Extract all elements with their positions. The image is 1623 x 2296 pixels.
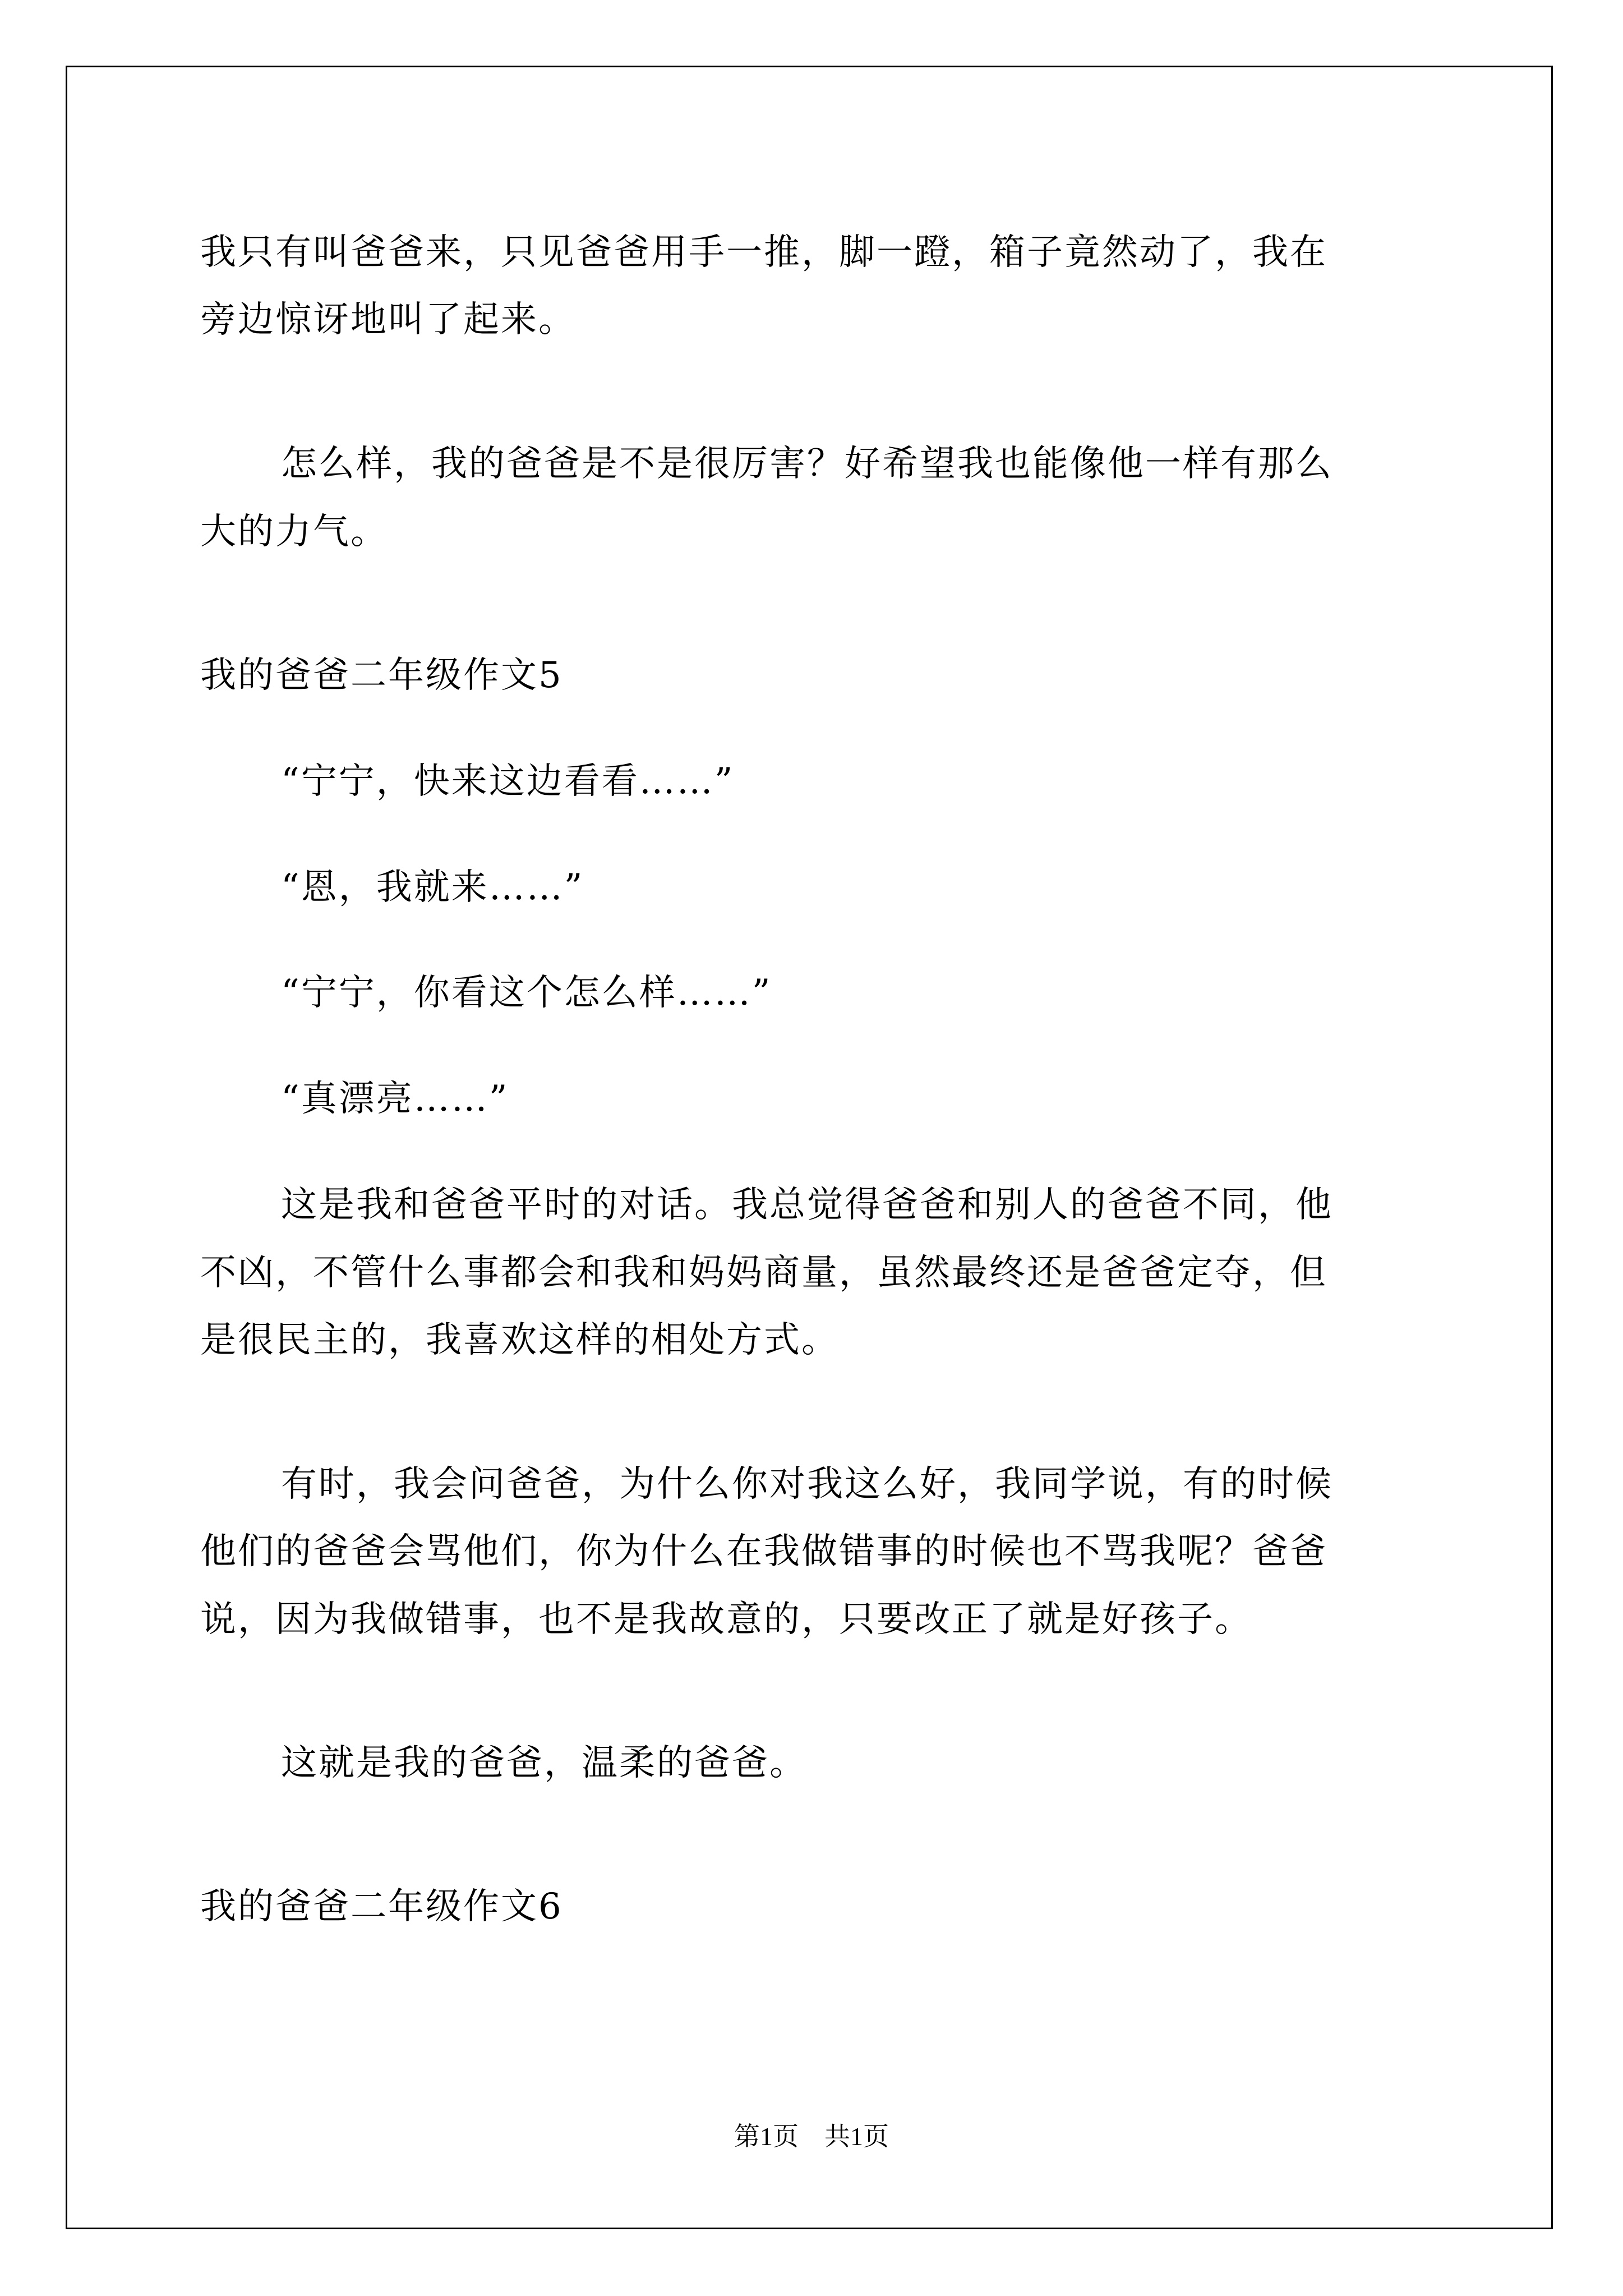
paragraph-line: 旁边惊讶地叫了起来。	[200, 299, 576, 341]
paragraph-line: 怎么样，我的爸爸是不是很厉害？好希望我也能像他一样有那么	[281, 443, 1333, 485]
section-heading: 我的爸爸二年级作文5	[200, 655, 563, 696]
page-footer: 第1页 共1页	[734, 2122, 889, 2151]
paragraph-line: 说，因为我做错事，也不是我故意的，只要改正了就是好孩子。	[200, 1599, 1252, 1640]
paragraph-line: 不凶，不管什么事都会和我和妈妈商量，虽然最终还是爸爸定夺，但	[200, 1252, 1327, 1294]
dialogue-line: “真漂亮……”	[281, 1078, 509, 1120]
dialogue-line: “宁宁，快来这边看看……”	[281, 761, 735, 802]
paragraph-line: 大的力气。	[200, 511, 388, 553]
paragraph-line: 这就是我的爸爸，温柔的爸爸。	[281, 1742, 807, 1784]
dialogue-line: “宁宁，你看这个怎么样……”	[281, 972, 772, 1014]
paragraph-line: 他们的爸爸会骂他们，你为什么在我做错事的时候也不骂我呢？爸爸	[200, 1531, 1327, 1572]
paragraph-line: 这是我和爸爸平时的对话。我总觉得爸爸和别人的爸爸不同，他	[281, 1184, 1333, 1226]
dialogue-line: “恩，我就来……”	[281, 867, 584, 908]
paragraph-line: 是很民主的，我喜欢这样的相处方式。	[200, 1319, 839, 1361]
paragraph-line: 我只有叫爸爸来，只见爸爸用手一推，脚一蹬，箱子竟然动了，我在	[200, 232, 1327, 273]
paragraph-line: 有时，我会问爸爸，为什么你对我这么好，我同学说，有的时候	[281, 1464, 1333, 1505]
section-heading: 我的爸爸二年级作文6	[200, 1886, 563, 1927]
